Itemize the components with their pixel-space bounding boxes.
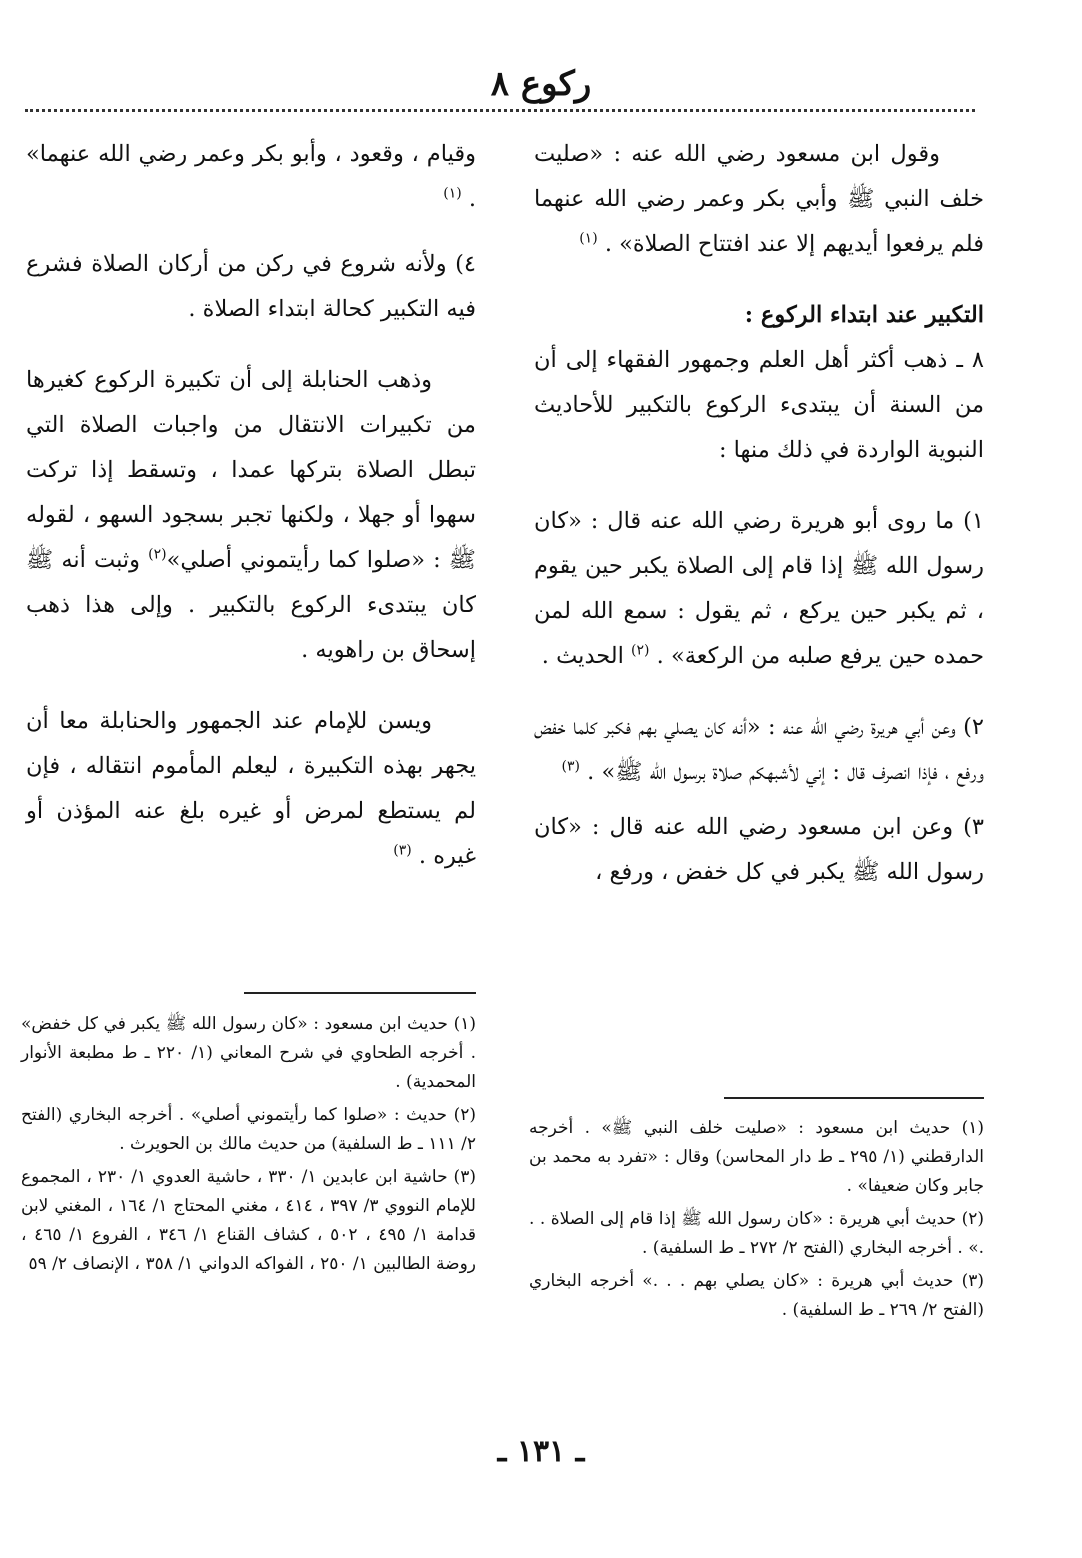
paragraph-text: وذهب الحنابلة إلى أن تكبيرة الركوع كغيرها من تكبيرات الانتقال من واجبات الصلاة التي تبطل الصلاة بتركها عمدا ، وتسقط إذا تركت سهوا أو جهلا ، ولكنها تجبر بسجود السهو ، لقوله ﷺ : «صلوا كما رأيتموني أصلي»: [26, 367, 476, 573]
footnote-ref: (٣): [393, 842, 412, 859]
running-title: ركوع ٨: [490, 64, 592, 104]
paragraph: [534, 132, 984, 267]
footnote-ref: (٣): [561, 758, 581, 775]
paragraph-text: الحديث .: [541, 643, 624, 669]
footnote: (١) حديث ابن مسعود : «كان رسول الله ﷺ يكبر في كل خفض» . أخرجه الطحاوي في شرح المعاني (١/ ٢٢٠ ـ ط مطبعة الأنوار المحمدية) .: [21, 1014, 476, 1092]
paragraph-text: ٢) وعن أبي هريرة رضي الله عنه : «أنه كان يصلي بهم فكبر كلما خفض ورفع ، فإذا انصرف قال : إني لأشبهكم صلاة برسول الله ﷺ» .: [534, 714, 984, 785]
footnote-separator: [724, 1097, 984, 1099]
right-column: [534, 132, 984, 895]
paragraph: [534, 499, 984, 679]
paragraph: ٨ ـ ذهب أكثر أهل العلم وجمهور الفقهاء إلى أن من السنة أن يبتدىء الركوع بالتكبير للأحاديث النبوية الواردة في ذلك منها :: [534, 347, 984, 463]
footnote-separator: [244, 992, 476, 994]
footnotes-left: [21, 1010, 476, 1283]
footnote: (٢) حديث : «صلوا كما رأيتموني أصلي» . أخرجه البخاري (الفتح ٢/ ١١١ ـ ط السلفية) من حديث مالك بن الحويرث .: [21, 1105, 476, 1154]
page-number: ـ ١٣١ ـ: [497, 1434, 585, 1469]
footnote: (١) حديث ابن مسعود : «صليت خلف النبي ﷺ» . أخرجه الدارقطني (١/ ٢٩٥ ـ ط دار المحاسن) وقال : «تفرد به محمد بن جابر وكان ضعيفا» .: [529, 1118, 984, 1196]
page-header: [0, 62, 1082, 106]
paragraph: [26, 699, 476, 879]
paragraph: [26, 358, 476, 673]
paragraph-text: ١) ما روى أبو هريرة رضي الله عنه قال : «كان رسول الله ﷺ إذا قام إلى الصلاة يكبر حين يقوم ، ثم يكبر حين يركع ، ثم يقول : سمع الله لمن حمده حين يرفع صلبه من الركعة» .: [534, 508, 984, 669]
footnote: (٢) حديث أبي هريرة : «كان رسول الله ﷺ إذا قام إلى الصلاة . . .» . أخرجه البخاري (الفتح ٢/ ٢٧٢ ـ ط السلفية) .: [529, 1209, 984, 1258]
footnote-ref: (١): [443, 185, 462, 202]
header-dotted-rule: [25, 109, 975, 112]
paragraph-text: وثبت أنه ﷺ كان يبتدىء الركوع بالتكبير . وإلى هذا ذهب إسحاق بن راهويه .: [26, 547, 476, 663]
footnote: (٣) حديث أبي هريرة : «كان يصلي بهم . . .» أخرجه البخاري (الفتح ٢/ ٢٦٩ ـ ط السلفية) .: [529, 1271, 984, 1320]
section-heading: التكبير عند ابتداء الركوع :: [744, 302, 984, 328]
left-column: [26, 132, 476, 879]
footnote-ref: (٢): [148, 546, 167, 563]
paragraph-text: ويسن للإمام عند الجمهور والحنابلة معا أن يجهر بهذه التكبيرة ، ليعلم المأموم انتقاله ، فإن لم يستطع لمرض أو غيره بلغ عنه المؤذن أو غيره .: [26, 708, 476, 869]
paragraph-text: وقول ابن مسعود رضي الله عنه : «صليت خلف النبي ﷺ وأبي بكر وعمر رضي الله عنهما فلم يرفعوا أيديهم إلا عند افتتاح الصلاة» .: [534, 141, 984, 257]
footnote: (٣) حاشية ابن عابدين ١/ ٣٣٠ ، حاشية العدوي ١/ ٢٣٠ ، المجموع للإمام النووي ٣/ ٣٩٧ ، ٤١٤ ، مغني المحتاج ١/ ١٦٤ ، المغني لابن قدامة ١/ ٤٩٥ ، ٥٠٢ ، كشاف القناع ١/ ٣٤٦ ، الفروع ١/ ٤٦٥ ، روضة الطالبين ١/ ٢٥٠ ، الفواكه الدواني ١/ ٣٥٨ ، الإنصاف ٢/ ٥٩: [21, 1167, 477, 1274]
paragraph: [26, 132, 476, 222]
footnote-ref: (١): [579, 230, 598, 247]
paragraph: ٣) وعن ابن مسعود رضي الله عنه قال : «كان رسول الله ﷺ يكبر في كل خفض ، ورفع ،: [534, 814, 984, 885]
paragraph-text: وقيام ، وقعود ، وأبو بكر وعمر رضي الله عنهما» .: [26, 141, 476, 212]
footnote-ref: (٢): [631, 642, 650, 659]
footnotes-right: [529, 1114, 984, 1329]
paragraph: ٤) ولأنه شروع في ركن من أركان الصلاة فشرع فيه التكبير كحالة ابتداء الصلاة .: [26, 251, 476, 322]
paragraph: [534, 705, 984, 795]
